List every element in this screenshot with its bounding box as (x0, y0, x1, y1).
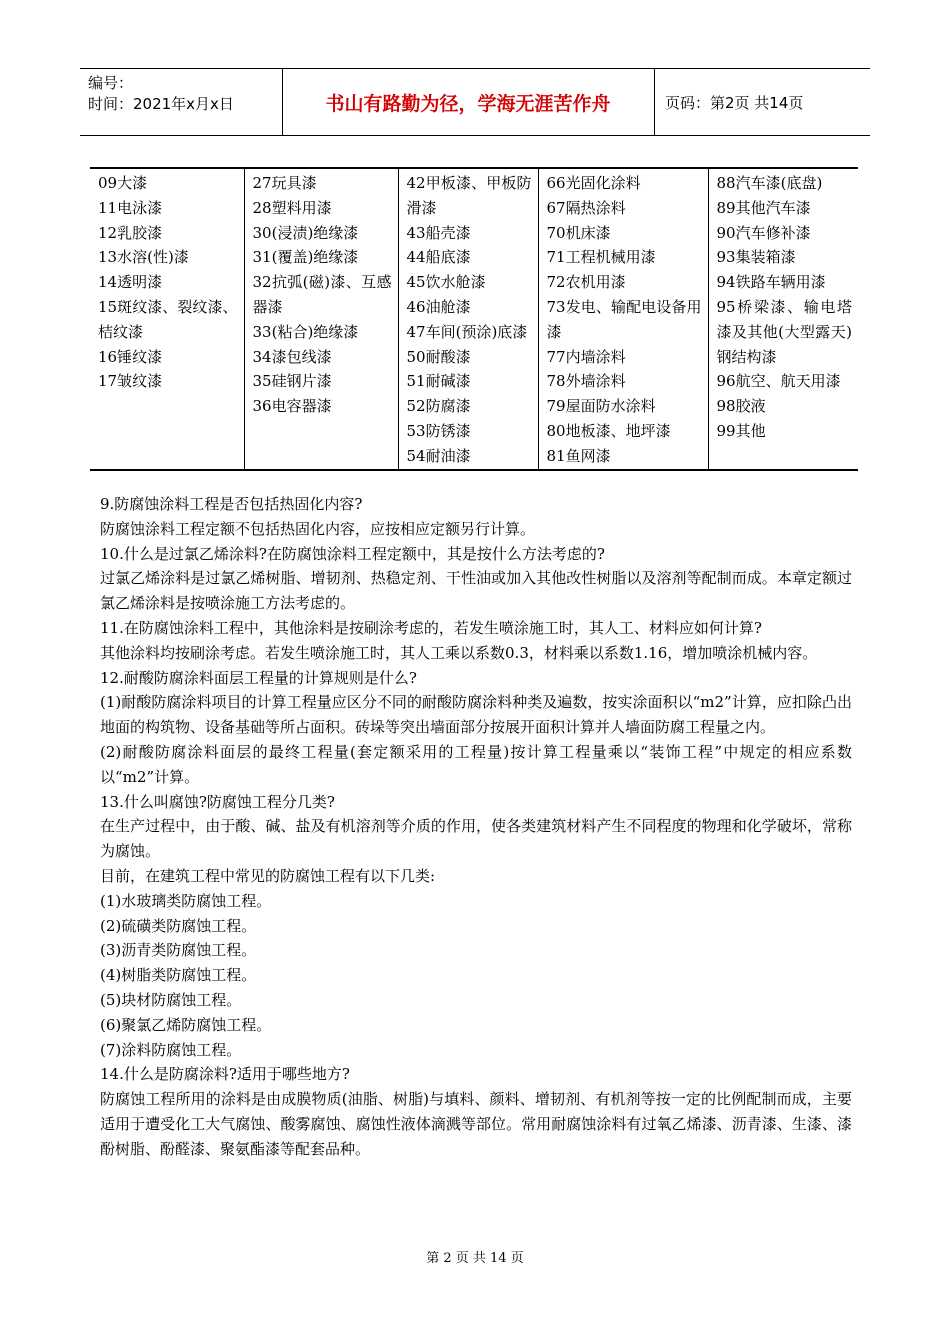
list-item: 79屋面防水涂料 (546, 397, 656, 416)
list-item: (3)沥青类防腐蚀工程。 (100, 941, 257, 960)
list-item: 35硅钢片漆 (252, 372, 332, 391)
list-item: 99其他 (716, 421, 766, 440)
list-item: (1)水玻璃类防腐蚀工程。 (100, 891, 272, 910)
question-9: 9.防腐蚀涂料工程是否包括热固化内容? (100, 495, 363, 513)
list-item: (2)硫磺类防腐蚀工程。 (100, 916, 257, 935)
list-item: 96航空、航天用漆 (716, 372, 841, 391)
list-item: 47车间(预涂)底漆 (406, 322, 528, 341)
table-column-5 (708, 168, 858, 470)
answer-12-part-1: (1)耐酸防腐涂料项目的计算工程量应区分不同的耐酸防腐涂料种类及遍数，按实涂面积以“m2”计算，应扣除凸出地面的构筑物、设备基础等所占面积。砖垛等突出墙面部分按展开面积计算并人墙面防腐工程量之内。 (100, 693, 852, 737)
page-footer: 第 2 页 共 14 页 (426, 1251, 524, 1266)
header-motto: 书山有路勤为径，学海无涯苦作舟 (282, 69, 655, 135)
question-13: 13.什么叫腐蚀?防腐蚀工程分几类? (100, 792, 335, 811)
list-item: 31(覆盖)绝缘漆 (252, 248, 359, 267)
table-row (90, 168, 858, 470)
list-item: (7)涂料防腐蚀工程。 (100, 1040, 242, 1059)
header-meta (80, 69, 283, 135)
table-column-3 (398, 168, 538, 470)
list-item: 43船壳漆 (406, 223, 471, 242)
list-item: 46油舱漆 (406, 297, 471, 316)
list-item: 90汽车修补漆 (716, 223, 811, 242)
list-item: 27玩具漆 (252, 174, 317, 192)
list-item: 36电容器漆 (252, 397, 332, 416)
list-item: 94铁路车辆用漆 (716, 273, 826, 292)
document-body (100, 492, 852, 1162)
list-item: 72农机用漆 (546, 273, 626, 292)
list-item: 81鱼网漆 (546, 446, 611, 465)
answer-11: 其他涂料均按刷涂考虑。若发生喷涂施工时，其人工乘以系数0.3，材料乘以系数1.16，增加喷涂机械内容。 (100, 643, 818, 662)
question-14: 14.什么是防腐涂料?适用于哪些地方? (100, 1065, 350, 1084)
list-item: 71工程机械用漆 (546, 248, 656, 267)
list-item: 78外墙涂料 (546, 372, 626, 391)
table-column-4 (538, 168, 708, 470)
question-12: 12.耐酸防腐涂料面层工程量的计算规则是什么? (100, 668, 417, 687)
answer-14: 防腐蚀工程所用的涂料是由成膜物质(油脂、树脂)与填料、颜料、增韧剂、有机剂等按一定的比例配制而成，主要适用于遭受化工大气腐蚀、酸雾腐蚀、腐蚀性液体滴溅等部位。常用耐腐蚀涂料有过氧乙烯漆、沥青漆、生漆、漆酚树脂、酚醛漆、聚氨酯漆等配套品种。 (100, 1090, 852, 1158)
list-item: 80地板漆、地坪漆 (546, 421, 671, 440)
number-label: 编号： (88, 74, 134, 92)
page-header (80, 68, 870, 136)
table-column-1 (90, 168, 244, 470)
question-11: 11.在防腐蚀涂料工程中，其他涂料是按刷涂考虑的，若发生喷涂施工时，其人工、材料应如何计算? (100, 618, 762, 637)
list-item: (4)树脂类防腐蚀工程。 (100, 966, 257, 985)
answer-13-definition: 在生产过程中，由于酸、碱、盐及有机溶剂等介质的作用，使各类建筑材料产生不同程度的物理和化学破坏，常称为腐蚀。 (100, 817, 852, 861)
list-item: 30(浸渍)绝缘漆 (252, 223, 359, 242)
answer-13-intro: 目前，在建筑工程中常见的防腐蚀工程有以下几类: (100, 866, 436, 885)
list-item: 73发电、输配电设备用漆 (546, 297, 702, 341)
list-item: 88汽车漆(底盘) (716, 174, 823, 192)
list-item: 42甲板漆、甲板防滑漆 (406, 174, 532, 217)
list-item: 33(粘合)绝缘漆 (252, 322, 359, 341)
time-label: 时间：2021年x月x日 (88, 95, 234, 113)
list-item: 09大漆 (98, 174, 148, 192)
list-item: 44船底漆 (406, 248, 471, 267)
list-item: 15斑纹漆、裂纹漆、桔纹漆 (98, 297, 238, 341)
list-item: 51耐碱漆 (406, 372, 471, 391)
list-item: 28塑料用漆 (252, 198, 332, 217)
list-item: 93集装箱漆 (716, 248, 796, 267)
list-item: 52防腐漆 (406, 397, 471, 416)
answer-9: 防腐蚀涂料工程定额不包括热固化内容，应按相应定额另行计算。 (100, 519, 536, 538)
list-item: 77内墙涂料 (546, 347, 626, 366)
list-item: 17皱纹漆 (98, 372, 163, 391)
list-item: 67隔热涂料 (546, 198, 626, 217)
list-item: 13水溶(性)漆 (98, 248, 189, 267)
list-item: 66光固化涂料 (546, 174, 641, 192)
list-item: 34漆包线漆 (252, 347, 332, 366)
list-item: 12乳胶漆 (98, 223, 163, 242)
list-item: 45饮水舱漆 (406, 273, 486, 292)
list-item: 11电泳漆 (98, 198, 163, 217)
list-item: 53防锈漆 (406, 421, 471, 440)
list-item: 95桥梁漆、输电塔漆及其他(大型露天)钢结构漆 (716, 297, 852, 366)
answer-12-part-2: (2)耐酸防腐涂料面层的最终工程量(套定额采用的工程量)按计算工程量乘以“装饰工程”中规定的相应系数以“m2”计算。 (100, 742, 852, 786)
list-item: 70机床漆 (546, 223, 611, 242)
paint-code-table (90, 167, 858, 471)
list-item: 89其他汽车漆 (716, 198, 811, 217)
list-item: 50耐酸漆 (406, 347, 471, 366)
list-item: 16锤纹漆 (98, 347, 163, 366)
table-column-2 (244, 168, 398, 470)
list-item: 14透明漆 (98, 273, 163, 292)
question-10: 10.什么是过氯乙烯涂料?在防腐蚀涂料工程定额中，其是按什么方法考虑的? (100, 544, 605, 563)
list-item: (5)块材防腐蚀工程。 (100, 990, 242, 1009)
list-item: 98胶液 (716, 397, 766, 416)
header-page-number: 页码：第2页 共14页 (665, 93, 804, 112)
list-item: 54耐油漆 (406, 446, 471, 465)
list-item: 32抗弧(磁)漆、互感器漆 (252, 273, 392, 316)
answer-10: 过氯乙烯涂料是过氯乙烯树脂、增韧剂、热稳定剂、干性油或加入其他改性树脂以及溶剂等配制而成。本章定额过氯乙烯涂料是按喷涂施工方法考虑的。 (100, 569, 852, 613)
list-item: (6)聚氯乙烯防腐蚀工程。 (100, 1015, 272, 1034)
